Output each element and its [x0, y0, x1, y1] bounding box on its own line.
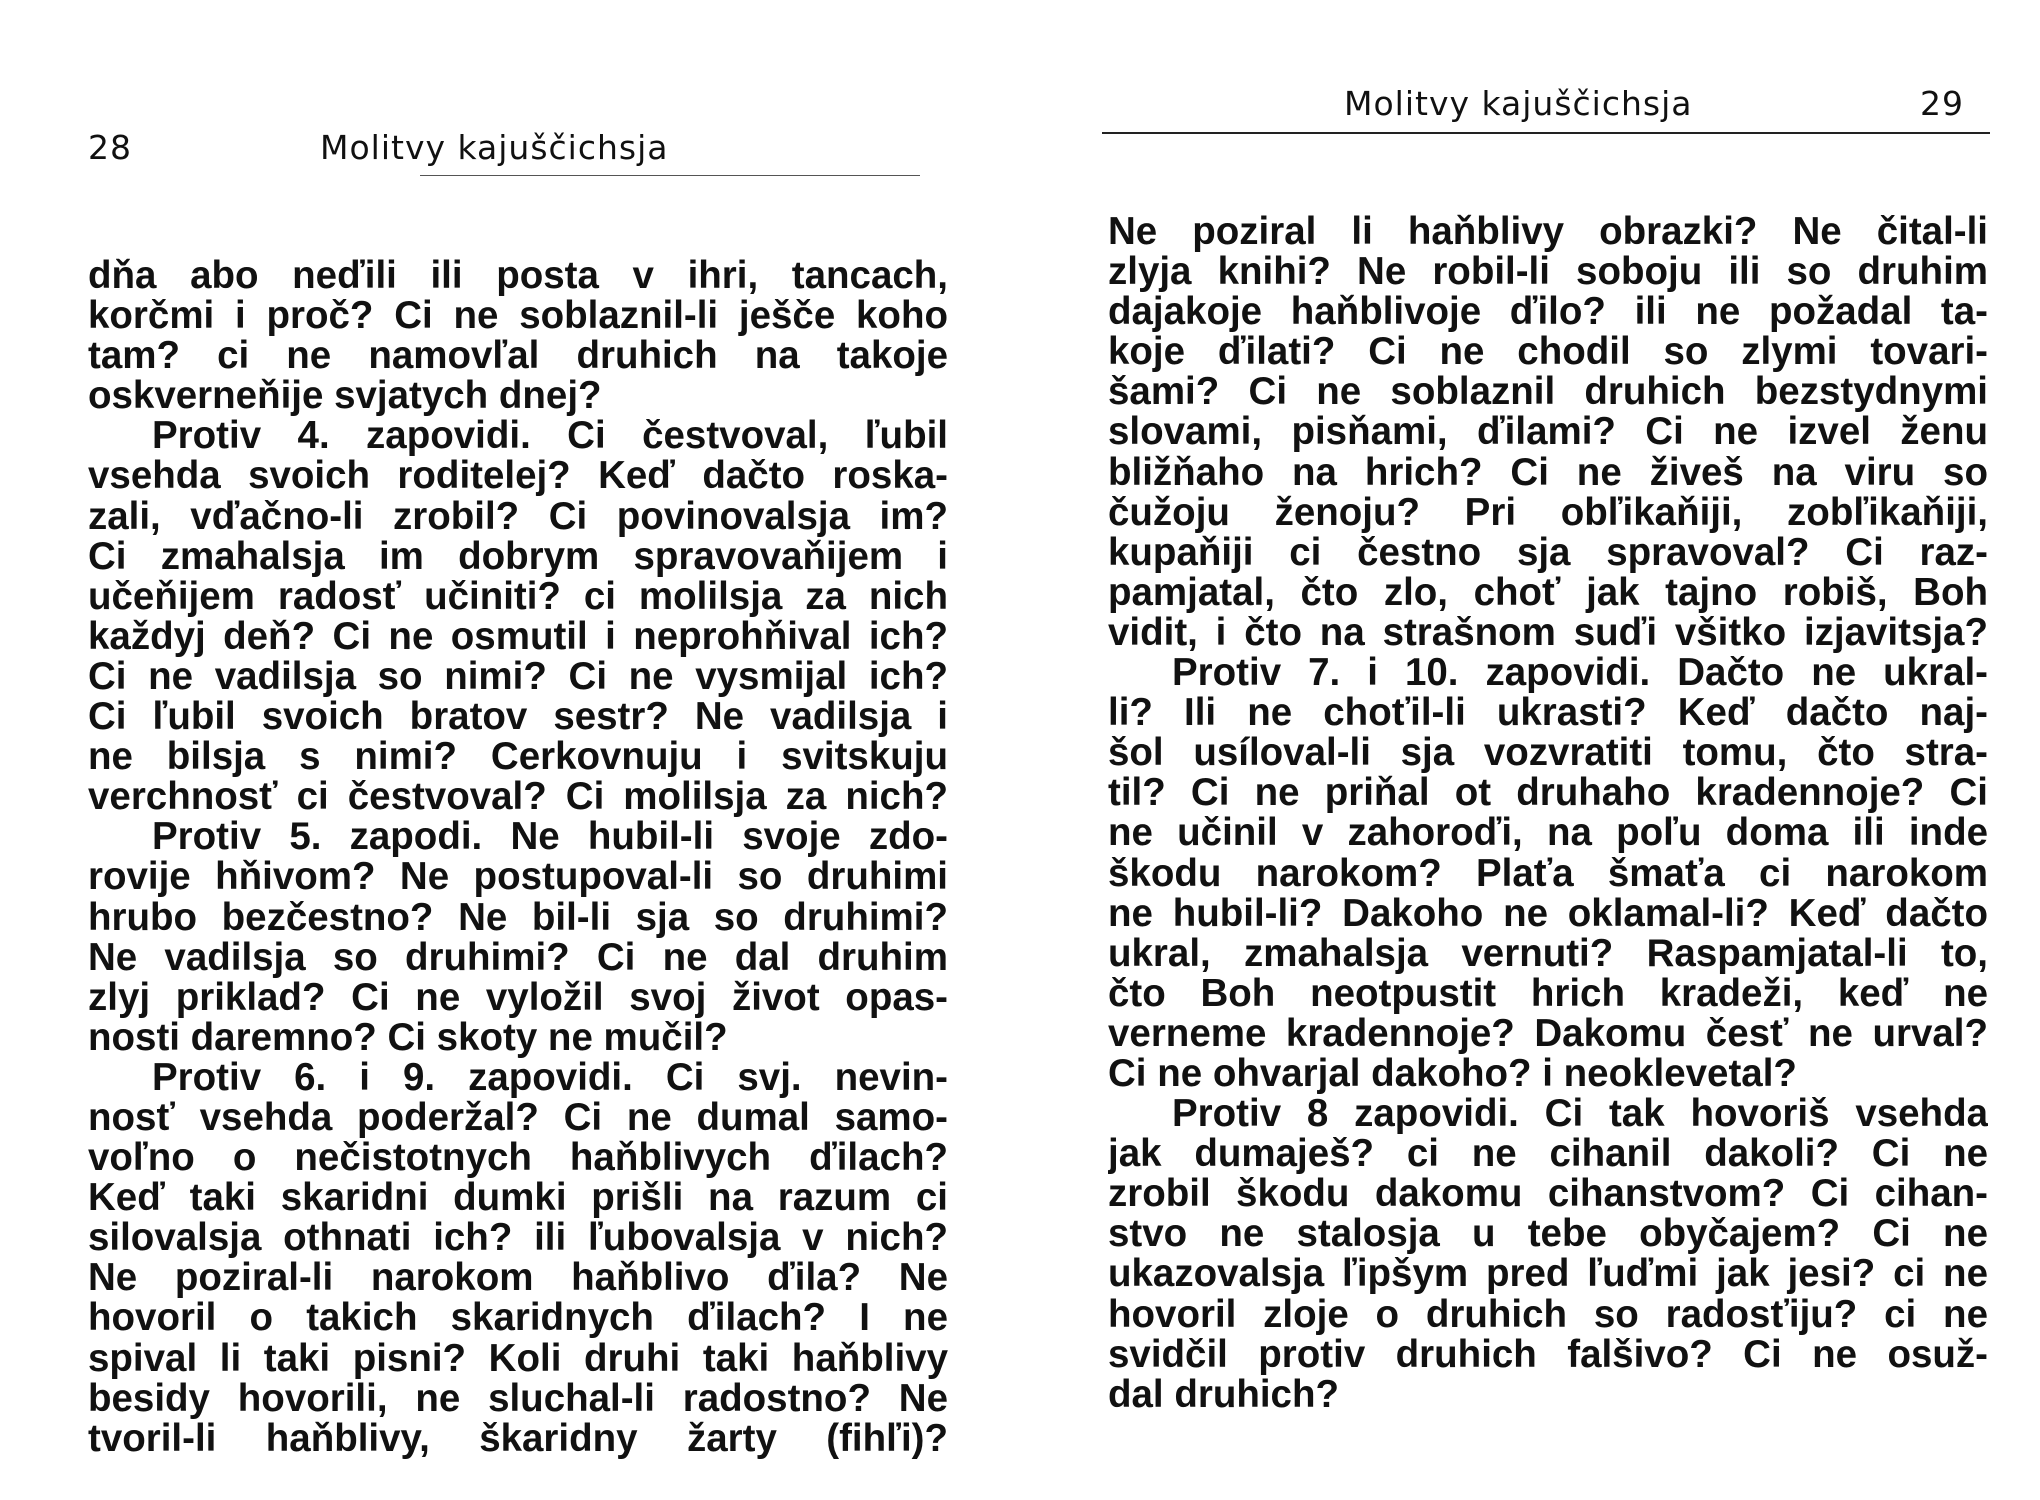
text-line: škodu narokom? Plaťa šmaťa ci narokom — [1108, 853, 1988, 894]
text-line: Ci ne ohvarjal dakoho? i neoklevetal? — [1108, 1053, 1797, 1095]
text-line: voľno o nečistotnych haňblivych ďilach? — [88, 1138, 948, 1179]
text-line: Keď taki skaridni dumki prišli na razum ci — [88, 1178, 948, 1219]
text-line: ukazovalsja ľipšym pred ľuďmi jak jesi? ci ne — [1108, 1254, 1988, 1295]
section-line: Protiv 6. i 9. zapovidi. Ci svj. nevin- — [152, 1057, 948, 1098]
text-line: besidy hovorili, ne sluchal-li radostno? Ne — [88, 1378, 948, 1419]
text-line: li? Ili ne choťil-li ukrasti? Keď dačto naj- — [1108, 693, 1988, 734]
left-page-text — [88, 256, 948, 1459]
section-line: Protiv 4. zapovidi. Ci čestvoval, ľubil — [152, 416, 948, 457]
text-line: zrobil škodu dakomu cihanstvom? Ci cihan- — [1108, 1174, 1988, 1215]
text-line: oskverneňije svjatych dnej? — [88, 376, 602, 417]
text-line: kupaňiji ci čestno sja spravoval? Ci raz- — [1108, 532, 1988, 573]
right-page — [1010, 0, 2040, 1500]
text-line: hovoril o takich skaridnych ďilach? I ne — [88, 1298, 948, 1339]
text-line: dal druhich? — [1108, 1374, 1339, 1415]
text-line: pamjatal, čto zlo, choť jak tajno robiš, Boh — [1108, 572, 1988, 613]
text-line: slovami, pisňami, ďilami? Ci ne izvel ženu — [1108, 412, 1988, 453]
text-line: hrubo bezčestno? Ne bil-li sja so druhimi? — [88, 897, 948, 938]
text-line: nosti daremno? Ci skoty ne mučil? — [88, 1017, 728, 1058]
left-running-head: Molitvy kajuščichsja — [320, 128, 669, 167]
text-line: čužoju ženoju? Pri obľikaňiji, zobľikaňiji, — [1108, 492, 1988, 533]
section-line: Protiv 8 zapovidi. Ci tak hovoriš vsehda — [1172, 1094, 1988, 1135]
text-line: jak dumaješ? ci ne cihanil dakoli? Ci ne — [1108, 1134, 1988, 1175]
text-line: čto Boh neotpustit hrich kradeži, keď ne — [1108, 973, 1988, 1014]
right-running-head: Molitvy kajuščichsja — [1344, 84, 1693, 123]
text-line: silovalsja othnati ich? ili ľubovalsja v nich? — [88, 1218, 948, 1259]
text-line: hovoril zloje o druhich so radosťiju? ci ne — [1108, 1294, 1988, 1335]
text-line: Ne poziral-li narokom haňblivo ďila? Ne — [88, 1258, 948, 1299]
text-line: učeňijem radosť učiniti? ci molilsja za nich — [88, 576, 948, 617]
text-line: vsehda svoich roditelej? Keď dačto roska- — [88, 456, 948, 497]
right-page-text — [1108, 212, 1988, 1415]
right-page-number: 29 — [1920, 84, 1964, 123]
text-line: zali, vďačno-li zrobil? Ci povinovalsja im? — [88, 496, 948, 537]
text-line: korčmi i proč? Ci ne soblaznil-li ješče koho — [88, 296, 948, 337]
text-line: dajakoje haňblivoje ďilo? ili ne požadal ta- — [1108, 292, 1988, 333]
text-line: ukral, zmahalsja vernuti? Raspamjatal-li to, — [1108, 933, 1988, 974]
text-line: bližňaho na hrich? Ci ne živeš na viru so — [1108, 452, 1988, 493]
text-line: spival li taki pisni? Koli druhi taki haňblivy — [88, 1338, 948, 1379]
text-line: ne učinil v zahoroďi, na poľu doma ili inde — [1108, 813, 1988, 854]
text-line: ne hubil-li? Dakoho ne oklamal-li? Keď dačto — [1108, 893, 1988, 934]
text-line: nosť vsehda poderžal? Ci ne dumal samo- — [88, 1097, 948, 1139]
text-line: šami? Ci ne soblaznil druhich bezstydnymi — [1108, 372, 1988, 413]
text-line: zlyja knihi? Ne robil-li soboju ili so druhim — [1108, 252, 1988, 293]
text-line: verneme kradennoje? Dakomu česť ne urval? — [1108, 1013, 1988, 1054]
left-header-rule — [420, 175, 920, 176]
text-line: koje ďilati? Ci ne chodil so zlymi tovari- — [1108, 332, 1988, 373]
text-line: Ci zmahalsja im dobrym spravovaňijem i — [88, 536, 948, 577]
text-line: vidit, i čto na strašnom suďi všitko izjavitsja? — [1108, 612, 1988, 654]
text-line: svidčil protiv druhich falšivo? Ci ne osuž- — [1108, 1334, 1988, 1375]
text-line: til? Ci ne priňal ot druhaho kradennoje? Ci — [1108, 773, 1988, 814]
text-line: tam? ci ne namovľal druhich na takoje — [88, 336, 948, 377]
text-line: šol usíloval-li sja vozvratiti tomu, čto stra- — [1108, 733, 1988, 774]
text-line: Ci ľubil svoich bratov sestr? Ne vadilsja i — [88, 697, 948, 738]
text-line: Ci ne vadilsja so nimi? Ci ne vysmijal ich? — [88, 656, 948, 698]
text-line: ne bilsja s nimi? Cerkovnuju i svitskuju — [88, 737, 948, 778]
text-line: dňa abo neďili ili posta v ihri, tancach, — [88, 256, 948, 297]
text-line: zlyj priklad? Ci ne vyložil svoj život opas- — [88, 977, 948, 1018]
right-header-rule — [1102, 132, 1990, 134]
text-line: tvoril-li haňblivy, škaridny žarty (fihľi)? — [88, 1418, 948, 1459]
left-page — [0, 0, 1010, 1500]
text-line: rovije hňivom? Ne postupoval-li so druhimi — [88, 857, 948, 898]
section-line: Protiv 5. zapodi. Ne hubil-li svoje zdo- — [152, 817, 948, 858]
text-line: Ne poziral li haňblivy obrazki? Ne čital-li — [1108, 212, 1988, 253]
left-page-number: 28 — [88, 128, 132, 167]
text-line: verchnosť ci čestvoval? Ci molilsja za nich? — [88, 777, 948, 818]
section-line: Protiv 7. i 10. zapovidi. Dačto ne ukral- — [1172, 653, 1988, 694]
text-line: Ne vadilsja so druhimi? Ci ne dal druhim — [88, 937, 948, 978]
text-line: každyj deň? Ci ne osmutil i neprohňival ich? — [88, 616, 948, 657]
text-line: stvo ne stalosja u tebe obyčajem? Ci ne — [1108, 1214, 1988, 1255]
